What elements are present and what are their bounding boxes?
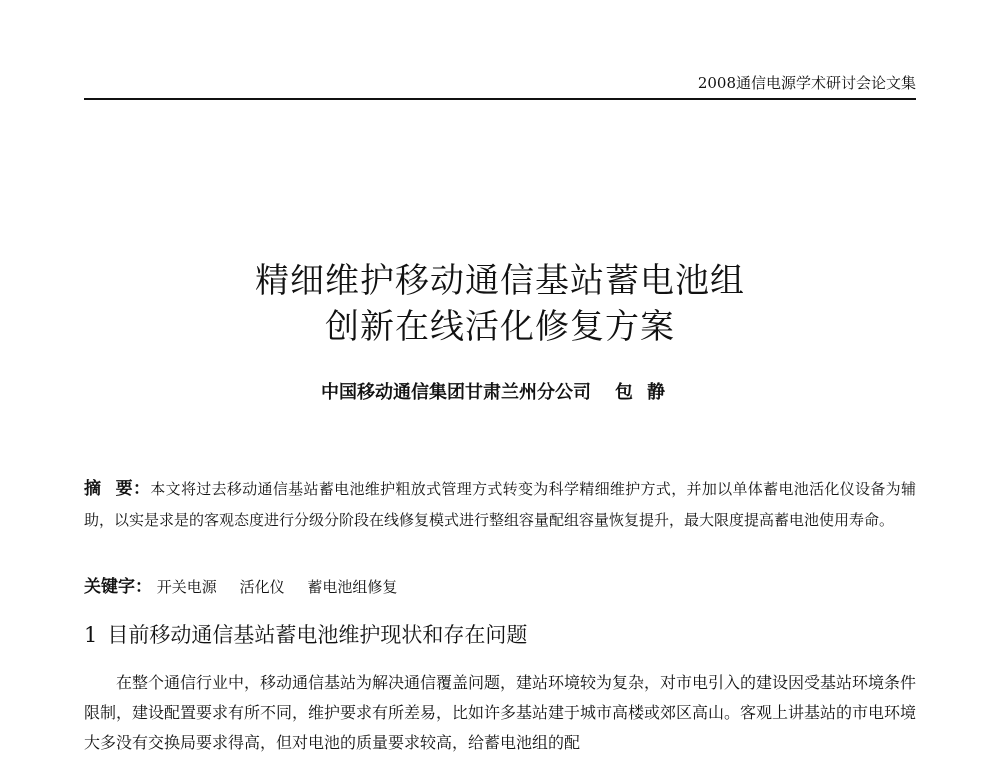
author-line [84,378,916,404]
keyword-item: 活化仪 [239,578,285,596]
affiliation: 中国移动通信集团甘肃兰州分公司 [321,382,591,403]
keyword-item: 开关电源 [156,578,217,596]
abstract-text: 本文将过去移动通信基站蓄电池维护粗放式管理方式转变为科学精细维护方式，并加以单体蓄电池活化仪设备为辅助，以实是求是的客观态度进行分级分阶段在线修复模式进行整组容量配组容量恢复提升，最大限度提高蓄电池使用寿命。 [84,480,917,529]
keywords-label: 关键字： [84,577,152,597]
section-title: 目前移动通信基站蓄电池维护现状和存在问题 [107,623,528,647]
abstract-label: 摘 要： [84,479,151,499]
abstract [84,474,916,536]
keywords [84,573,916,601]
body-paragraph: 在整个通信行业中，移动通信基站为解决通信覆盖问题，建站环境较为复杂，对市电引入的建设因受基站环境条件限制，建设配置要求有所不同，维护要求有所差易，比如许多基站建于城市高楼或郊区高山。客观上讲基站的市电环境大多没有交换局要求得高，但对电池的质量要求较高，给蓄电池组的配 [84,673,917,752]
running-header: 2008通信电源学术研讨会论文集 [697,74,916,92]
paper-title [84,258,916,350]
section-number: 1 [84,623,98,647]
header-rule [84,98,916,100]
title-line-1: 精细维护移动通信基站蓄电池组 [255,261,745,301]
author-name: 包静 [615,382,679,403]
keyword-item: 蓄电池组修复 [307,578,398,596]
section-heading [84,620,916,650]
title-line-2: 创新在线活化修复方案 [325,307,675,347]
